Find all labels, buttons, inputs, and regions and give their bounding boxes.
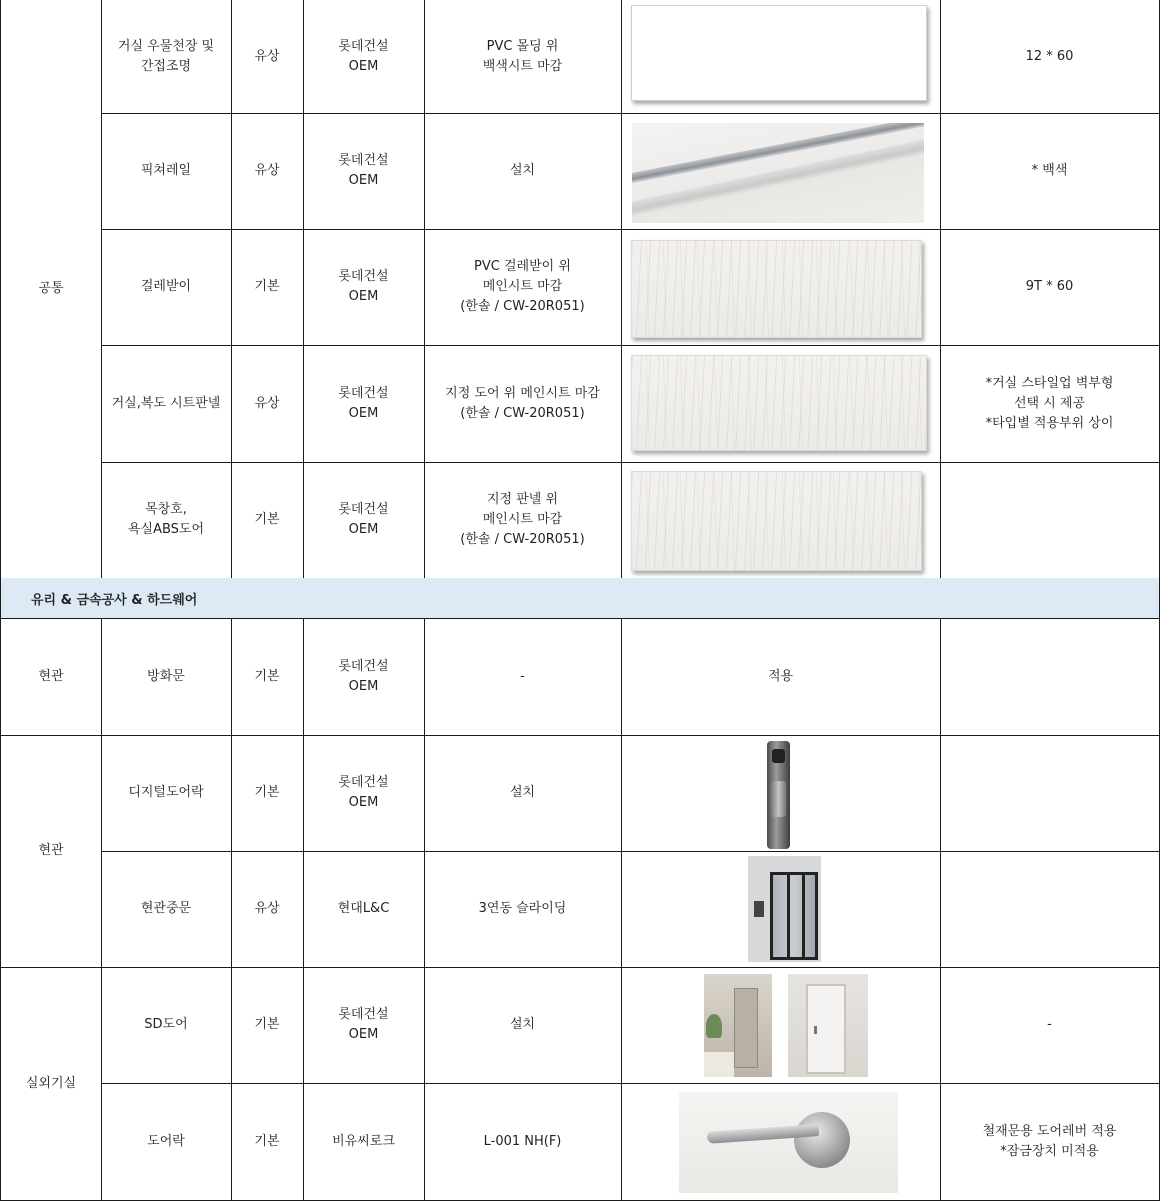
item-type: 기본 xyxy=(231,462,304,579)
item-type: 유상 xyxy=(231,113,304,230)
item-maker: 현대L&C xyxy=(303,851,425,968)
group-cell-entrance-2: 현관 xyxy=(0,735,102,968)
item-spec: 설치 xyxy=(424,967,622,1084)
item-maker: 롯데건설 OEM xyxy=(303,735,425,852)
digital-door-lock-photo xyxy=(767,741,790,849)
plant xyxy=(706,1014,722,1038)
item-name: 목창호, 욕실ABS도어 xyxy=(101,462,232,579)
woodgrain-sheet-sample xyxy=(631,355,927,451)
white-molding-sample xyxy=(631,5,927,101)
item-name: 걸레받이 xyxy=(101,229,232,346)
item-image-cell xyxy=(621,967,941,1084)
item-maker: 롯데건설 OEM xyxy=(303,229,425,346)
woodgrain-sheet-sample xyxy=(631,240,922,338)
item-maker: 비유씨로크 xyxy=(303,1083,425,1201)
item-note: *거실 스타일업 벽부형 선택 시 제공 *타입별 적용부위 상이 xyxy=(940,345,1160,463)
item-name: 현관중문 xyxy=(101,851,232,968)
lock-handle xyxy=(771,781,786,817)
item-type: 기본 xyxy=(231,967,304,1084)
door-lever-photo xyxy=(679,1092,898,1193)
item-maker: 롯데건설 OEM xyxy=(303,618,425,736)
item-type: 기본 xyxy=(231,735,304,852)
door xyxy=(734,988,758,1068)
item-note: 9T * 60 xyxy=(940,229,1160,346)
item-name: 방화문 xyxy=(101,618,232,736)
item-maker: 롯데건설 OEM xyxy=(303,462,425,579)
item-spec: 지정 도어 위 메인시트 마감 (한솔 / CW-20R051) xyxy=(424,345,622,463)
item-type: 유상 xyxy=(231,345,304,463)
item-spec: PVC 걸레받이 위 메인시트 마감 (한솔 / CW-20R051) xyxy=(424,229,622,346)
item-type: 유상 xyxy=(231,0,304,114)
section-header-label: 유리 & 금속공사 & 하드웨어 xyxy=(31,592,198,608)
item-name: 도어락 xyxy=(101,1083,232,1201)
sd-door-photo-1 xyxy=(704,974,772,1077)
item-spec: L-001 NH(F) xyxy=(424,1083,622,1201)
item-note: 철재문용 도어레버 적용 *잠금장치 미적용 xyxy=(940,1083,1160,1201)
lever-rose xyxy=(794,1112,850,1168)
item-note xyxy=(940,735,1160,852)
sliding-middle-door-photo xyxy=(748,856,821,962)
item-maker: 롯데건설 OEM xyxy=(303,345,425,463)
item-name: 거실 우물천장 및 간접조명 xyxy=(101,0,232,114)
lock-keypad xyxy=(772,749,785,763)
group-cell-common: 공통 xyxy=(0,0,102,579)
group-cell-entrance-1: 현관 xyxy=(0,618,102,736)
item-note xyxy=(940,462,1160,579)
item-spec: PVC 몰딩 위 백색시트 마감 xyxy=(424,0,622,114)
item-spec: 3연동 슬라이딩 xyxy=(424,851,622,968)
door-frame xyxy=(770,872,818,960)
item-spec: 설치 xyxy=(424,113,622,230)
item-name: 거실,복도 시트판넬 xyxy=(101,345,232,463)
wall-panel xyxy=(754,901,764,917)
item-spec: 지정 판넬 위 메인시트 마감 (한솔 / CW-20R051) xyxy=(424,462,622,579)
item-note xyxy=(940,618,1160,736)
item-type: 기본 xyxy=(231,618,304,736)
item-spec: 설치 xyxy=(424,735,622,852)
section-header xyxy=(0,578,1160,619)
item-maker: 롯데건설 OEM xyxy=(303,967,425,1084)
picture-rail-photo xyxy=(632,123,924,223)
item-note: 12 * 60 xyxy=(940,0,1160,114)
item-name: 픽쳐레일 xyxy=(101,113,232,230)
item-maker: 롯데건설 OEM xyxy=(303,0,425,114)
counter xyxy=(704,1052,734,1077)
sd-door-photo-2 xyxy=(788,974,868,1077)
item-name: SD도어 xyxy=(101,967,232,1084)
item-type: 기본 xyxy=(231,229,304,346)
item-name: 디지털도어락 xyxy=(101,735,232,852)
door xyxy=(806,984,846,1074)
group-cell-outdoor: 실외기실 xyxy=(0,967,102,1201)
item-image-text: 적용 xyxy=(621,618,941,736)
item-spec: - xyxy=(424,618,622,736)
item-type: 유상 xyxy=(231,851,304,968)
item-note xyxy=(940,851,1160,968)
item-maker: 롯데건설 OEM xyxy=(303,113,425,230)
woodgrain-sheet-sample xyxy=(631,471,922,571)
item-note: - xyxy=(940,967,1160,1084)
item-type: 기본 xyxy=(231,1083,304,1201)
item-note: * 백색 xyxy=(940,113,1160,230)
